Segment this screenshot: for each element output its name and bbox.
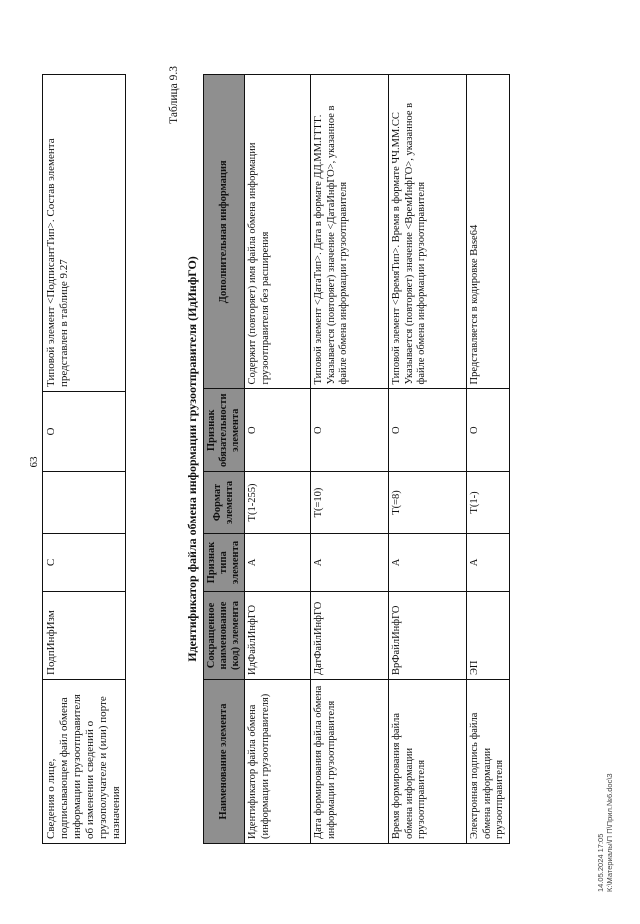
cell-type: А [389, 534, 467, 592]
cell-required: О [311, 389, 389, 472]
cell-name: Электронная подпись файла обмена информации грузоотправителя [467, 680, 510, 844]
header-info: Дополнительная информация [204, 75, 245, 389]
cell-code: ДатФайлИнфГО [311, 592, 389, 680]
cell-info: Содержит (повторяет) имя файла обмена информации грузоотправителя без расширения [245, 75, 311, 389]
cell-required: О [245, 389, 311, 472]
cell-info: Типовой элемент <ДатаТип>. Дата в формате ДД.ММ.ГГГГ. Указывается (повторяет) значение <ДатаИнфГО>, указанное в файле обмена информации грузоотправителя [311, 75, 389, 389]
cell-info: Типовой элемент <ПодписантТип>. Состав элемента представлен в таблице 9.27 [43, 75, 126, 392]
cell-code: ЭП [467, 592, 510, 680]
cell-format: T(1-) [467, 472, 510, 534]
table-row [43, 75, 126, 844]
page-number: 63 [28, 456, 40, 468]
table-title: Идентификатор файла обмена информации грузоотправителя (ИдИнфГО) [185, 256, 199, 662]
cell-format [43, 472, 126, 534]
header-name: Наименование элемента [204, 680, 245, 844]
cell-required: О [389, 389, 467, 472]
table-header-row [204, 75, 245, 844]
cell-format: T(1-255) [245, 472, 311, 534]
table-row [467, 75, 510, 844]
header-format: Формат элемента [204, 472, 245, 534]
cell-format: T(=8) [389, 472, 467, 534]
cell-code: ИдФайлИнфГО [245, 592, 311, 680]
cell-name: Идентификатор файла обмена (информации грузоотправителя) [245, 680, 311, 844]
cell-format: T(=10) [311, 472, 389, 534]
footer-path: К:\Материалы\П П\Прил.№6.doc\3 [605, 773, 614, 892]
cell-info: Типовой элемент <ВремяТип>. Время в формате ЧЧ.ММ.СС Указывается (повторяет) значение <ВремИнфГО>, указанное в файле обмена информации грузоотправителя [389, 75, 467, 389]
table-row [245, 75, 311, 844]
cell-code: ПодпИнфИзм [43, 592, 126, 680]
table-row [311, 75, 389, 844]
cell-name: Дата формирования файла обмена информации грузоотправителя [311, 680, 389, 844]
cell-name: Время формирования файла обмена информации грузоотправителя [389, 680, 467, 844]
table-row [389, 75, 467, 844]
cell-required: О [43, 392, 126, 472]
cell-code: ВрФайлИнфГО [389, 592, 467, 680]
header-type: Признак типа элемента [204, 534, 245, 592]
header-code: Сокращенное наименование (код) элемента [204, 592, 245, 680]
cell-required: О [467, 389, 510, 472]
footer-date: 14.05.2024 17:05 [596, 833, 605, 892]
cell-type: А [245, 534, 311, 592]
cell-type: С [43, 534, 126, 592]
continued-table [42, 74, 126, 844]
cell-info: Представляется в кодировке Base64 [467, 75, 510, 389]
table-label: Таблица 9.3 [168, 66, 180, 124]
elements-table [203, 74, 510, 844]
cell-name: Сведения о лице, подписывающем файл обмена информации грузоотправителя об изменении сведений о грузополучателе и (или) порте назначения [43, 680, 126, 844]
cell-type: А [467, 534, 510, 592]
header-required: Признак обязательности элемента [204, 389, 245, 472]
footer-stamp [596, 773, 614, 892]
cell-type: А [311, 534, 389, 592]
